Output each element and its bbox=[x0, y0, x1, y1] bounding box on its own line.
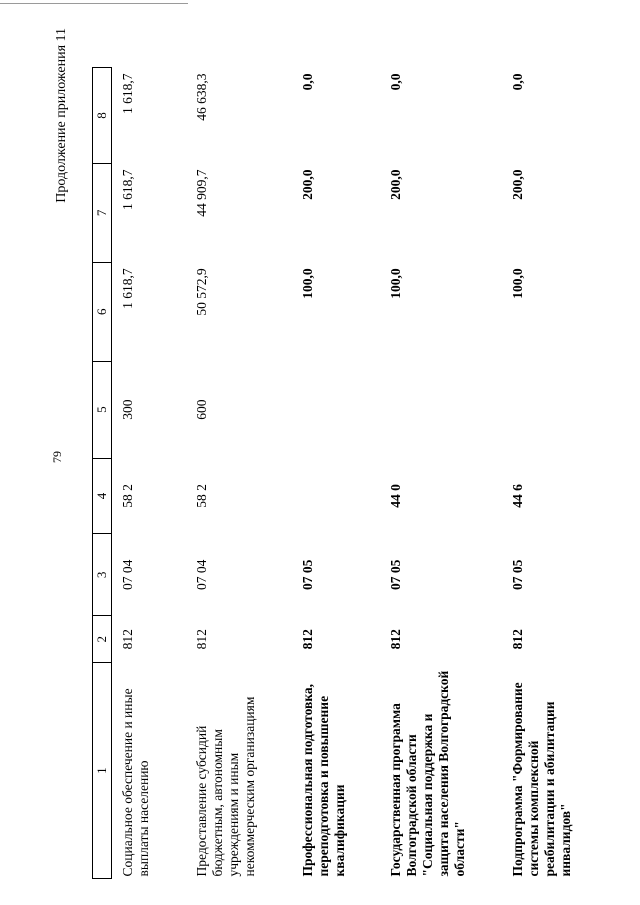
cell-amount-2: 1 618,7 bbox=[120, 169, 135, 210]
table-row bbox=[380, 68, 502, 879]
row-name: Подпрограмма "Формирование системы комплексной реабилитации и абилитации инвалидов" bbox=[509, 682, 573, 877]
cell-section: 07 05 bbox=[387, 559, 403, 591]
cell-amount-1: 100,0 bbox=[509, 268, 525, 299]
cell-target: 58 2 bbox=[120, 484, 135, 508]
budget-table bbox=[92, 67, 592, 879]
column-header: 4 bbox=[93, 458, 112, 534]
cell-amount-2: 200,0 bbox=[299, 169, 315, 200]
column-header: 8 bbox=[93, 68, 112, 164]
cell-target: 44 0 bbox=[387, 484, 403, 508]
cell-target: 58 2 bbox=[193, 484, 209, 508]
cell-amount-2: 44 909,7 bbox=[193, 169, 209, 217]
row-name: Социальное обеспечение и иные выплаты населению bbox=[120, 688, 151, 877]
table-row bbox=[186, 68, 292, 879]
continuation-label: Продолжение приложения 11 bbox=[54, 28, 69, 203]
cell-amount-2: 200,0 bbox=[387, 169, 403, 200]
cell-target bbox=[292, 458, 380, 534]
cell-amount-2: 200,0 bbox=[509, 169, 525, 200]
cell-ministry: 812 bbox=[387, 629, 403, 650]
cell-ministry: 812 bbox=[299, 629, 315, 650]
cell-expense-type: 300 bbox=[120, 399, 135, 420]
column-header: 5 bbox=[93, 361, 112, 458]
page-number: 79 bbox=[50, 451, 64, 463]
row-name: Предоставление субсидий бюджетным, автономным учреждениям и иным некоммерческим организациям bbox=[193, 696, 257, 877]
cell-ministry: 812 bbox=[193, 629, 209, 650]
cell-amount-3: 0,0 bbox=[299, 73, 315, 91]
cell-expense-type bbox=[292, 361, 380, 458]
cell-ministry: 812 bbox=[509, 629, 525, 650]
cell-ministry: 812 bbox=[120, 629, 135, 650]
cell-amount-3: 1 618,7 bbox=[120, 73, 135, 114]
row-name: Государственная программа Волгоградской области "Социальная поддержка и защита населения Волгоградской области" bbox=[387, 670, 467, 877]
column-header: 2 bbox=[93, 616, 112, 663]
table-row bbox=[502, 68, 592, 879]
cell-target: 44 6 bbox=[509, 484, 525, 508]
header-row bbox=[93, 68, 112, 879]
cell-expense-type: 600 bbox=[193, 399, 209, 420]
column-header: 3 bbox=[93, 534, 112, 616]
column-header: 7 bbox=[93, 163, 112, 262]
cell-amount-3: 0,0 bbox=[387, 73, 403, 91]
cell-amount-1: 100,0 bbox=[387, 268, 403, 299]
cell-amount-1: 100,0 bbox=[299, 268, 315, 299]
cell-expense-type bbox=[502, 361, 592, 458]
column-header: 1 bbox=[93, 663, 112, 879]
cell-amount-1: 50 572,9 bbox=[193, 268, 209, 316]
cell-expense-type bbox=[380, 361, 502, 458]
cell-section: 07 04 bbox=[120, 559, 135, 591]
cell-amount-3: 46 638,3 bbox=[193, 73, 209, 121]
row-name: Профессиональная подготовка, переподготовка и повышение квалификации bbox=[299, 683, 347, 877]
cell-amount-1: 1 618,7 bbox=[120, 268, 135, 309]
cell-section: 07 05 bbox=[299, 559, 315, 591]
cell-section: 07 05 bbox=[509, 559, 525, 591]
column-header: 6 bbox=[93, 262, 112, 361]
table-row bbox=[292, 68, 380, 879]
table-row bbox=[112, 68, 186, 879]
cell-amount-3: 0,0 bbox=[509, 73, 525, 91]
cell-section: 07 04 bbox=[193, 559, 209, 591]
